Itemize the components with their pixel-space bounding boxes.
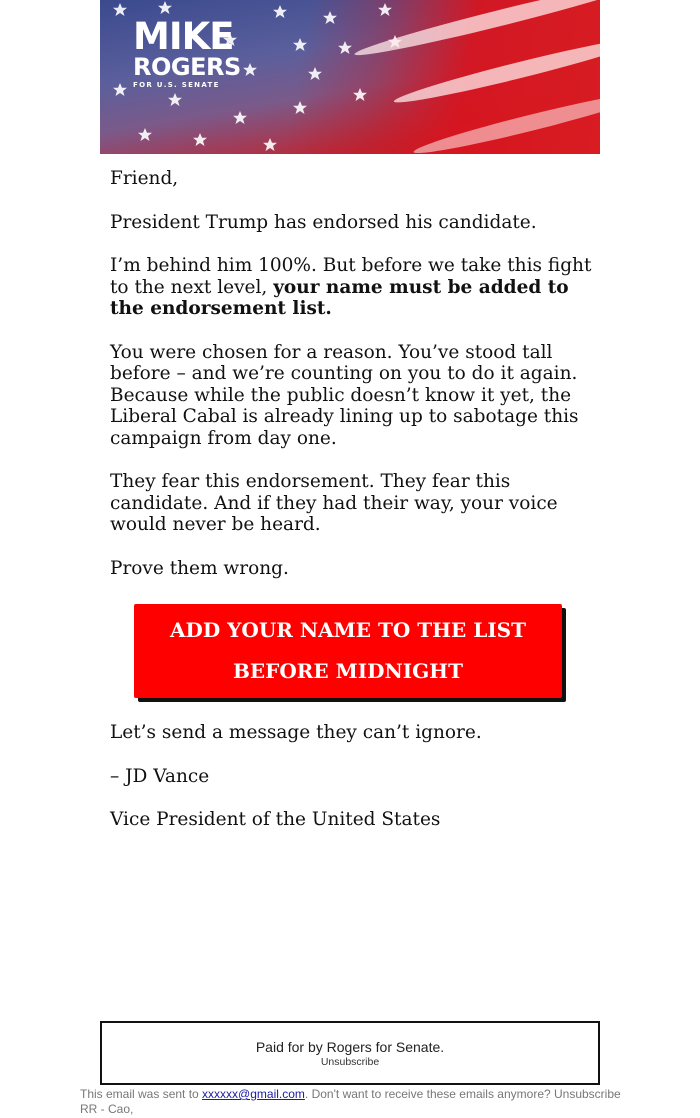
paid-for-text: Paid for by Rogers for Senate. xyxy=(255,1039,445,1055)
logo-first-name: MIKE xyxy=(133,15,234,58)
paragraph-chosen: You were chosen for a reason. You’ve stood tall before – and we’re counting on you to do it again. Because while the public doesn’t know it yet, the Liberal Cabal is already lining up to sabotage this campaign from day one. xyxy=(110,341,579,449)
sent-suffix: . Don't want to receive these emails anymore? Unsubscribe xyxy=(304,1087,621,1101)
paragraph-fear: They fear this endorsement. They fear this candidate. And if they had their way, your voice would never be heard. xyxy=(110,471,558,535)
email-notice xyxy=(80,1087,680,1117)
paragraph-text: I’m behind him 100%. But before we take this fight to the next level, xyxy=(110,255,592,298)
org-line: RR - Cao, xyxy=(80,1102,134,1116)
signature-name: – JD Vance xyxy=(110,765,210,787)
paragraph-behind-him xyxy=(110,255,595,320)
cta-line-1: ADD YOUR NAME TO THE LIST xyxy=(169,618,527,642)
paragraph-endorsement: President Trump has endorsed his candidate. xyxy=(110,211,537,233)
flag-stripe xyxy=(412,86,600,154)
logo-subtitle: FOR U.S. SENATE xyxy=(133,81,220,89)
greeting: Friend, xyxy=(110,168,179,189)
email-closing xyxy=(110,722,595,853)
add-name-cta-button[interactable] xyxy=(134,604,562,698)
paid-for-box xyxy=(100,1021,600,1085)
paragraph-prove: Prove them wrong. xyxy=(110,557,289,579)
campaign-banner xyxy=(100,0,600,154)
signature-title: Vice President of the United States xyxy=(110,809,441,830)
email-body xyxy=(110,168,595,601)
recipient-email-link[interactable]: xxxxxx@gmail.com xyxy=(202,1087,305,1101)
closing-message: Let’s send a message they can’t ignore. xyxy=(110,722,482,743)
logo-last-name: ROGERS xyxy=(133,53,241,81)
paragraph-bold-text: your name must be added to the endorsement list. xyxy=(110,276,569,319)
sent-prefix: This email was sent to xyxy=(80,1087,203,1101)
campaign-logo xyxy=(133,15,241,90)
cta-line-2: BEFORE MIDNIGHT xyxy=(233,659,463,683)
unsubscribe-link[interactable]: Unsubscribe xyxy=(320,1056,380,1068)
